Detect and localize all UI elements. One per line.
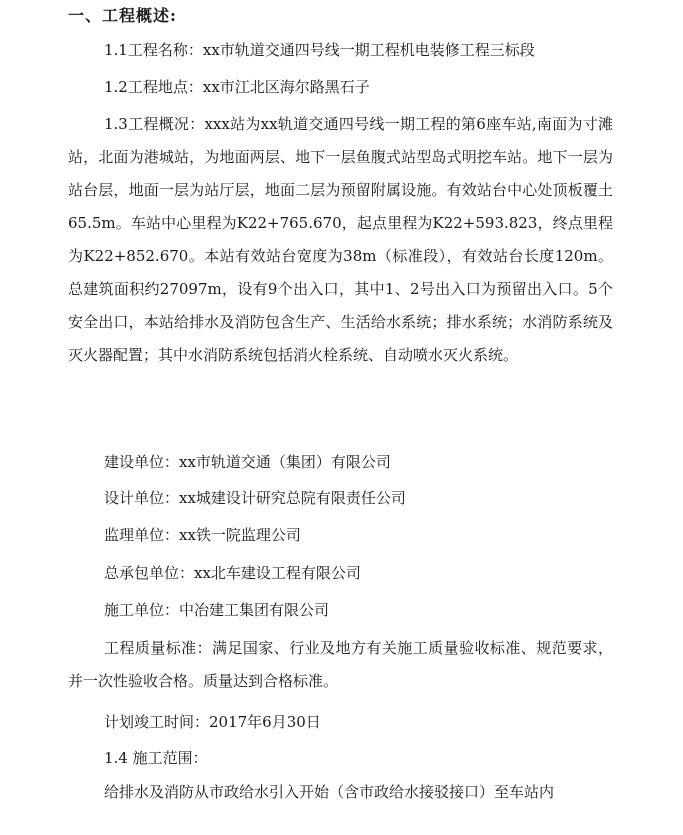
- project-name: 1.1工程名称：xx市轨道交通四号线一期工程机电装修工程三标段: [104, 41, 535, 59]
- owner-unit: 建设单位：xx市轨道交通（集团）有限公司: [104, 453, 391, 471]
- general-contractor-unit: 总承包单位：xx北车建设工程有限公司: [104, 564, 361, 582]
- section-heading: 一、工程概述:: [68, 6, 177, 25]
- design-unit: 设计单位：xx城建设计研究总院有限责任公司: [104, 489, 406, 507]
- supervision-unit: 监理单位：xx铁一院监理公司: [104, 526, 301, 544]
- project-overview: 1.3工程概况：xxx站为xx轨道交通四号线一期工程的第6座车站,南面为寸滩站，北面为港城站，为地面两层、地下一层鱼腹式站型岛式明挖车站。地下一层为站台层，地面一层为站厅层，地面二层为预留附属设施。有效站台中心处顶板覆土65.5m。车站中心里程为K22+765.670，起点里程为K22+593.823，终点里程为K22+852.670。本站有效站台宽度为38m（标准段），有效站台长度120m。总建筑面积约27097m，设有9个出入口，其中1、2号出入口为预留出入口。5个安全出口，本站给排水及消防包含生产、生活给水系统；排水系统；水消防系统及灭火器配置；其中水消防系统包括消火栓系统、自动喷水灭火系统。: [68, 115, 613, 364]
- construction-unit: 施工单位：中冶建工集团有限公司: [104, 601, 330, 619]
- quality-standard: 工程质量标准：满足国家、行业及地方有关施工质量验收标准、规范要求，并一次性验收合格。质量达到合格标准。: [68, 639, 613, 690]
- project-location: 1.2工程地点：xx市江北区海尔路黑石子: [104, 78, 370, 96]
- scope-text: 给排水及消防从市政给水引入开始（含市政给水接驳接口）至车站内: [104, 783, 555, 801]
- completion-date: 计划竣工时间：2017年6月30日: [104, 713, 321, 731]
- scope-title: 1.4 施工范围：: [104, 749, 208, 767]
